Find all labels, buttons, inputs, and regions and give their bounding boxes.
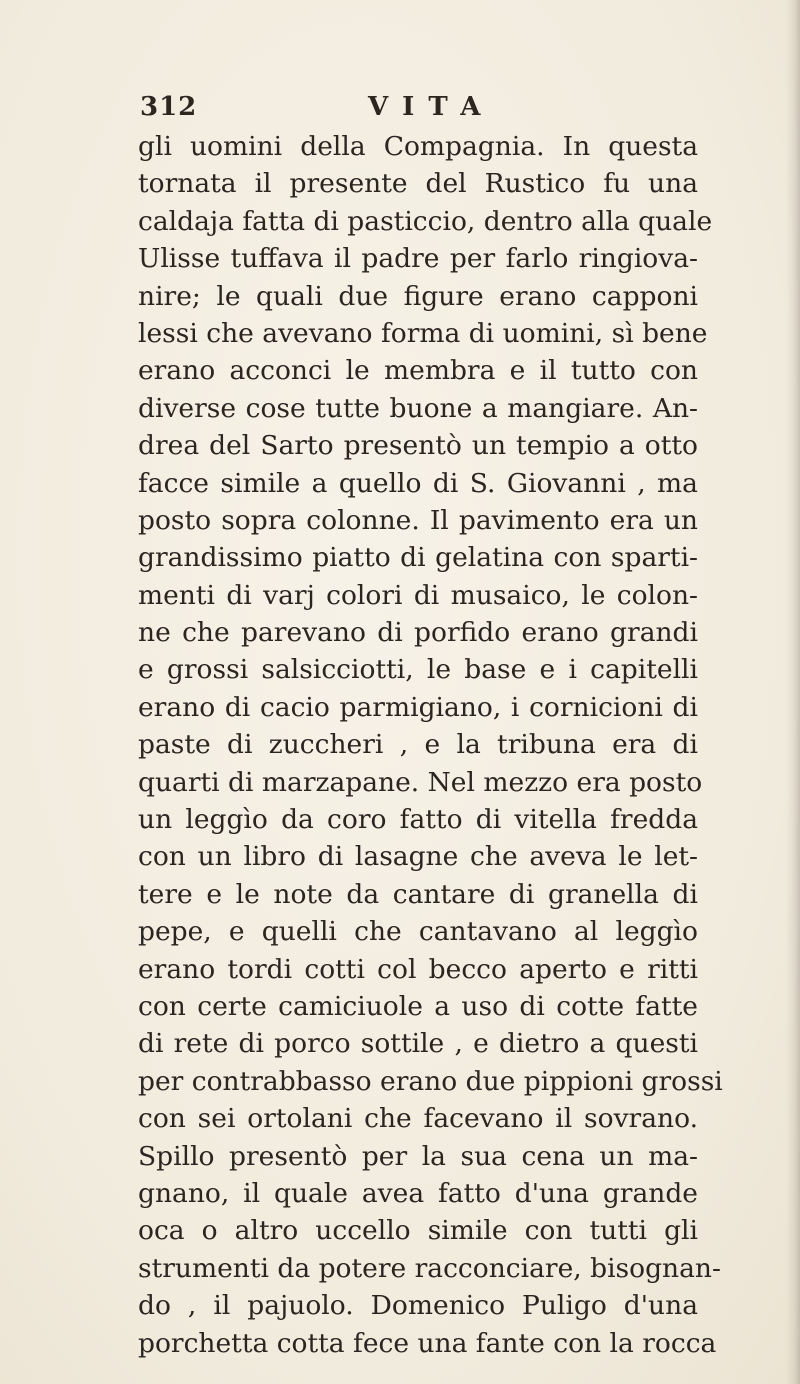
- text-line: gli uomini della Compagnia. In questa: [138, 131, 698, 162]
- text-line: posto sopra colonne. Il pavimento era un: [138, 504, 698, 536]
- text-line: paste di zuccheri , e la tribuna era di: [138, 729, 698, 761]
- text-line: grandissimo piatto di gelatina con sparti-: [138, 542, 698, 574]
- text-line: do , il pajuolo. Domenico Puligo d'una: [138, 1290, 698, 1322]
- text-line: erano tordi cotti col becco aperto e ritti: [138, 953, 698, 985]
- text-line: nire; le quali due figure erano capponi: [138, 280, 698, 312]
- text-line: menti di varj colori di musaico, le colon-: [138, 579, 698, 611]
- text-line: erano acconci le membra e il tutto con: [138, 355, 698, 387]
- body-text: [138, 128, 723, 1362]
- text-line: quarti di marzapane. Nel mezzo era posto: [138, 766, 703, 798]
- text-line: oca o altro uccello simile con tutti gli: [138, 1215, 698, 1247]
- page-number: 312: [140, 92, 198, 122]
- text-line: pepe, e quelli che cantavano al leggìo: [138, 916, 698, 948]
- text-line: diverse cose tutte buone a mangiare. An-: [138, 392, 698, 424]
- page-edge-shadow: [786, 0, 800, 1384]
- text-line: tornata il presente del Rustico fu una: [138, 168, 698, 200]
- text-line: drea del Sarto presentò un tempio a otto: [138, 430, 698, 462]
- text-line: strumenti da potere racconciare, bisognan-: [138, 1252, 721, 1284]
- running-title: VITA: [368, 92, 495, 122]
- text-line: un leggìo da coro fatto di vitella fredda: [138, 804, 698, 836]
- text-line: di rete di porco sottile , e dietro a questi: [138, 1028, 698, 1060]
- text-line: caldaja fatta di pasticcio, dentro alla quale: [138, 205, 713, 237]
- text-line: con sei ortolani che facevano il sovrano.: [138, 1103, 698, 1135]
- text-line: per contrabbasso erano due pippioni grossi: [138, 1065, 723, 1097]
- text-line: con certe camiciuole a uso di cotte fatte: [138, 990, 698, 1022]
- text-line: lessi che avevano forma di uomini, sì bene: [138, 317, 708, 349]
- text-line: con un libro di lasagne che aveva le let-: [138, 841, 698, 873]
- text-line: gnano, il quale avea fatto d'una grande: [138, 1177, 698, 1209]
- text-line: facce simile a quello di S. Giovanni , ma: [138, 467, 698, 499]
- text-line: porchetta cotta fece una fante con la rocca: [138, 1327, 717, 1359]
- text-line: erano di cacio parmigiano, i cornicioni di: [138, 691, 698, 723]
- text-line: e grossi salsicciotti, le base e i capitelli: [138, 654, 698, 686]
- text-line: Ulisse tuffava il padre per farlo ringiova-: [138, 243, 698, 275]
- text-line: ne che parevano di porfido erano grandi: [138, 617, 698, 649]
- running-head: [140, 92, 680, 126]
- text-line: Spillo presentò per la sua cena un ma-: [138, 1140, 698, 1172]
- text-line: tere e le note da cantare di granella di: [138, 878, 698, 910]
